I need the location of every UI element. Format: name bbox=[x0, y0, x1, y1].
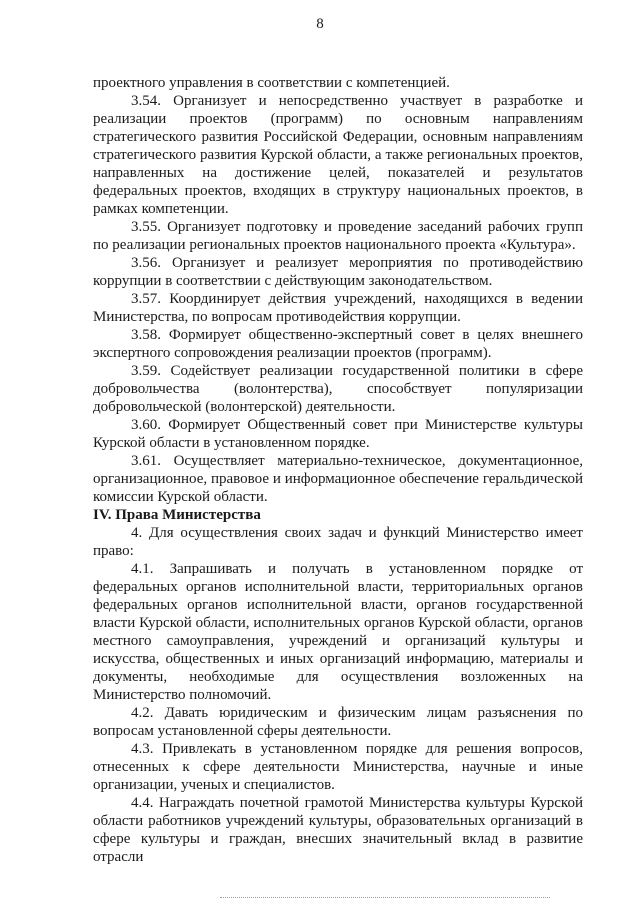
paragraph-3-54: 3.54. Организует и непосредственно участвует в разработке и реализации проектов (программ) по основным направлениям стратегического развития Российской Федерации, основным направлениям стратегического развития Курской области, а также региональных проектов, направленных на достижение целей, показателей и результатов федеральных проектов, входящих в структуру национальных проектов, в рамках компетенции. bbox=[93, 93, 583, 217]
paragraph-4-4: 4.4. Награждать почетной грамотой Министерства культуры Курской области работников учреждений культуры, образовательных организаций в сфере культуры и граждан, внесших значительный вклад в развитие отрасли bbox=[93, 795, 583, 865]
paragraph-4-3: 4.3. Привлекать в установленном порядке для решения вопросов, отнесенных к сфере деятельности Министерства, научные и иные организации, ученых и специалистов. bbox=[93, 741, 583, 793]
paragraph-3-58: 3.58. Формирует общественно-экспертный совет в целях внешнего экспертного сопровождения реализации проектов (программ). bbox=[93, 327, 583, 361]
paragraph-3-60: 3.60. Формирует Общественный совет при Министерстве культуры Курской области в установленном порядке. bbox=[93, 417, 583, 451]
paragraph-3-59: 3.59. Содействует реализации государственной политики в сфере добровольчества (волонтерства), способствует популяризации добровольческой (волонтерской) деятельности. bbox=[93, 363, 583, 415]
document-body bbox=[93, 74, 583, 866]
section-title: IV. Права Министерства bbox=[93, 507, 261, 523]
paragraph-3-55: 3.55. Организует подготовку и проведение заседаний рабочих групп по реализации региональных проектов национального проекта «Культура». bbox=[93, 219, 583, 253]
paragraph-4-2: 4.2. Давать юридическим и физическим лицам разъяснения по вопросам установленной сферы деятельности. bbox=[93, 705, 583, 739]
paragraph-continuation: проектного управления в соответствии с компетенцией. bbox=[93, 75, 450, 91]
paragraph-3-56: 3.56. Организует и реализует мероприятия по противодействию коррупции в соответствии с действующим законодательством. bbox=[93, 255, 583, 289]
paragraph-4: 4. Для осуществления своих задач и функций Министерство имеет право: bbox=[93, 525, 583, 559]
page-number: 8 bbox=[316, 16, 324, 32]
paragraph-3-61: 3.61. Осуществляет материально-техническое, документационное, организационное, правовое и информационное обеспечение геральдической комиссии Курской области. bbox=[93, 453, 583, 505]
paragraph-4-1: 4.1. Запрашивать и получать в установленном порядке от федеральных органов исполнительной власти, территориальных органов федеральных органов исполнительной власти, органов государственной власти Курской области, исполнительных органов Курской области, органов местного самоуправления, учреждений и организаций культуры и искусства, общественных и иных организаций информацию, материалы и документы, необходимые для осуществления возложенных на Министерство полномочий. bbox=[93, 561, 583, 703]
paragraph-3-57: 3.57. Координирует действия учреждений, находящихся в ведении Министерства, по вопросам противодействия коррупции. bbox=[93, 291, 583, 325]
scan-bottom-rule bbox=[220, 897, 550, 898]
